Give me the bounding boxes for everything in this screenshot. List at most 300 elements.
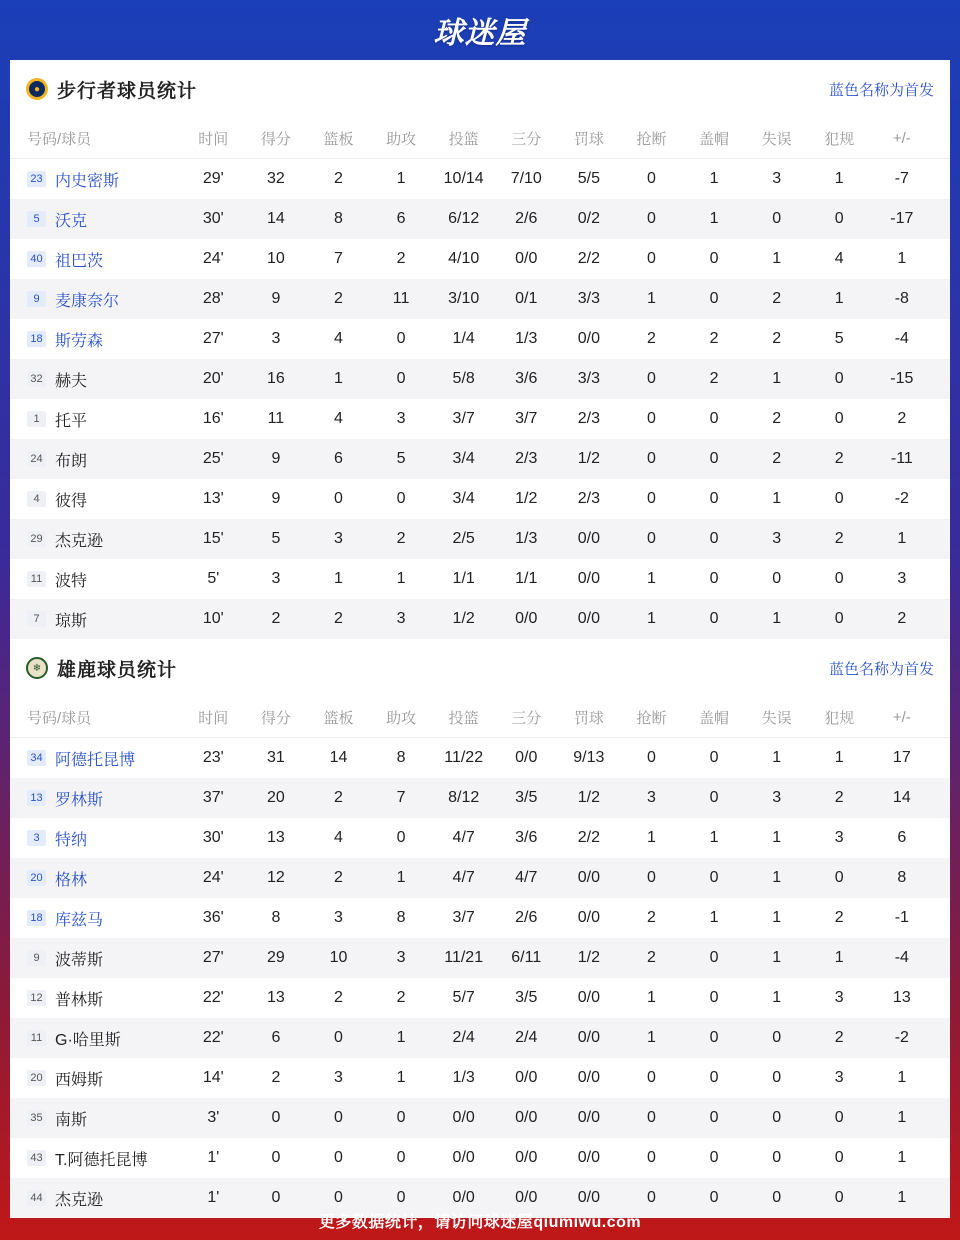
stat-cell: 0 [396, 330, 406, 347]
jersey-number-badge: 5 [27, 211, 46, 227]
stat-cell: 20' [202, 370, 224, 387]
stat-cell: 8 [334, 210, 343, 227]
stat-cell: 0 [334, 1189, 343, 1206]
stat-cell: 4/10 [448, 250, 480, 267]
stat-cell: 2 [772, 450, 782, 467]
stat-cell: 1 [772, 250, 782, 267]
stat-cell: 14' [202, 1069, 224, 1086]
player-row [10, 1098, 950, 1138]
jersey-number-badge: 1 [27, 411, 46, 427]
stat-cell: 0 [647, 1189, 656, 1206]
jersey-number-badge: 11 [27, 571, 46, 587]
stat-cell: 2 [834, 1029, 844, 1046]
player-name: 波蒂斯 [55, 951, 104, 969]
player-name[interactable]: 格林 [55, 871, 88, 889]
stat-cell: 0 [772, 210, 782, 227]
stat-cell: 0 [647, 1149, 656, 1166]
team-heading [26, 76, 197, 103]
player-row [10, 439, 950, 479]
player-name[interactable]: 库兹马 [55, 911, 104, 929]
stat-cell: 0 [334, 1149, 343, 1166]
player-row [10, 938, 950, 978]
player-name: 彼得 [55, 492, 88, 510]
stat-cell: 2/6 [515, 210, 538, 227]
stat-cell: 13 [892, 989, 911, 1006]
stat-cell: 13 [266, 989, 285, 1006]
player-name[interactable]: 罗林斯 [55, 791, 104, 809]
stat-cell: 14 [329, 749, 348, 766]
stat-cell: 16 [266, 370, 285, 387]
column-header: 犯规 [824, 709, 855, 727]
stat-cell: 0/0 [452, 1149, 475, 1166]
stats-card [10, 60, 950, 1209]
stat-cell: 3 [334, 909, 343, 926]
stat-cell: 0 [396, 1109, 406, 1126]
player-cell [10, 448, 182, 471]
stat-cell: 1 [897, 1189, 907, 1206]
stat-cell: 1 [647, 290, 656, 307]
player-name: 西姆斯 [55, 1071, 104, 1089]
jersey-number-badge: 11 [27, 1030, 46, 1046]
stat-cell: 1 [709, 170, 719, 187]
stat-cell: 2 [709, 370, 719, 387]
stat-cell: 1' [207, 1189, 220, 1206]
stat-cell: 0/0 [515, 250, 538, 267]
stat-cell: 13 [266, 829, 285, 846]
stat-cell: 6/12 [448, 210, 480, 227]
stat-cell: 3/4 [452, 450, 475, 467]
column-header: 篮板 [323, 709, 354, 727]
stat-cell: 13' [202, 490, 224, 507]
stat-cell: 2 [709, 330, 719, 347]
player-cell [10, 907, 182, 930]
stat-cell: 6 [271, 1029, 281, 1046]
player-name: 杰克逊 [55, 1191, 104, 1209]
stat-cell: 3 [334, 1069, 343, 1086]
stat-cell: 8 [271, 909, 281, 926]
column-header: 助攻 [386, 709, 417, 727]
stat-cell: 27' [202, 949, 224, 966]
player-name[interactable]: 特纳 [55, 831, 88, 849]
stat-cell: 2 [772, 410, 782, 427]
team-heading [26, 655, 177, 682]
jersey-number-badge: 24 [27, 451, 46, 467]
stat-cell: 2 [334, 789, 343, 806]
stat-cell: 1 [897, 1109, 907, 1126]
stat-cell: 1 [897, 1149, 907, 1166]
stat-cell: 1 [334, 570, 343, 587]
stat-cell: 0 [709, 949, 719, 966]
column-header: 时间 [198, 130, 229, 148]
stat-cell: -8 [894, 290, 909, 307]
stat-cell: 0 [709, 1069, 719, 1086]
stat-cell: 1 [772, 749, 782, 766]
player-cell [10, 827, 182, 850]
column-header: 得分 [260, 709, 291, 727]
stat-cell: 37' [202, 789, 224, 806]
stat-cell: 0 [772, 570, 782, 587]
stat-cell: 1/2 [452, 610, 475, 627]
stat-cell: 0 [334, 1109, 343, 1126]
stat-cell: 0 [709, 1149, 719, 1166]
jersey-number-badge: 18 [27, 910, 46, 926]
stat-cell: 2 [772, 290, 782, 307]
stat-cell: -1 [894, 909, 909, 926]
stat-cell: 1 [647, 570, 656, 587]
stat-cell: 1/4 [452, 330, 475, 347]
stat-cell: 1/1 [515, 570, 538, 587]
jersey-number-badge: 44 [27, 1190, 46, 1206]
stat-cell: 9 [271, 450, 281, 467]
table-header-row [10, 118, 950, 159]
stat-cell: 3 [271, 330, 281, 347]
stat-cell: 0 [834, 490, 844, 507]
stat-cell: 0 [709, 989, 719, 1006]
stat-cell: 1 [772, 370, 782, 387]
column-header: 三分 [511, 130, 542, 148]
stat-cell: 0/0 [515, 1149, 538, 1166]
stat-cell: 0 [709, 410, 719, 427]
player-name: 赫夫 [55, 372, 88, 390]
stat-cell: 0/0 [577, 1069, 600, 1086]
player-row [10, 738, 950, 778]
player-name[interactable]: 斯劳森 [55, 332, 104, 350]
stat-cell: 0 [709, 1029, 719, 1046]
stat-cell: 3 [396, 949, 406, 966]
stat-cell: 4 [334, 410, 343, 427]
stat-cell: 1 [647, 610, 656, 627]
jersey-number-badge: 20 [27, 1070, 46, 1086]
stat-cell: 3 [772, 789, 782, 806]
stat-cell: 1' [207, 1149, 220, 1166]
stat-cell: 0 [647, 250, 656, 267]
player-row [10, 858, 950, 898]
stat-cell: 1 [772, 909, 782, 926]
jersey-number-badge: 29 [27, 531, 46, 547]
stat-cell: 0/0 [577, 1149, 600, 1166]
player-row [10, 1058, 950, 1098]
stat-cell: 2/4 [515, 1029, 538, 1046]
column-header: 抢断 [636, 130, 667, 148]
stat-cell: 3 [834, 829, 844, 846]
stat-cell: 0 [647, 370, 656, 387]
stat-cell: 11 [392, 290, 410, 307]
column-header: 篮板 [323, 130, 354, 148]
starter-legend-note: 蓝色名称为首发 [828, 81, 934, 99]
stat-cell: 7/10 [510, 170, 542, 187]
jersey-number-badge: 23 [27, 171, 46, 187]
player-row [10, 978, 950, 1018]
stat-cell: 1/3 [452, 1069, 475, 1086]
stat-cell: 2 [271, 1069, 281, 1086]
stat-cell: 2 [834, 789, 844, 806]
stat-cell: 29 [266, 949, 285, 966]
stat-cell: 0/0 [515, 1069, 538, 1086]
stat-cell: 2/5 [452, 530, 475, 547]
stat-cell: 14 [266, 210, 285, 227]
stat-cell: 3/7 [452, 410, 475, 427]
stat-cell: 0/0 [577, 530, 600, 547]
stat-cell: 1 [396, 1069, 406, 1086]
stat-cell: 0 [834, 1189, 844, 1206]
stat-cell: 2 [334, 869, 343, 886]
stat-cell: 10 [266, 250, 285, 267]
stat-cell: 0/0 [515, 749, 538, 766]
player-row [10, 319, 950, 359]
stat-cell: 0 [647, 1069, 656, 1086]
column-header: 罚球 [573, 709, 604, 727]
team-section [10, 60, 950, 639]
stat-cell: 0/0 [577, 1109, 600, 1126]
stat-cell: 22' [202, 1029, 224, 1046]
stat-cell: 8 [897, 869, 907, 886]
column-header: 号码/球员 [27, 709, 92, 727]
player-cell [10, 608, 182, 631]
player-name: 琼斯 [55, 612, 88, 630]
stat-cell: 14 [892, 789, 911, 806]
stat-cell: 0 [709, 789, 719, 806]
jersey-number-badge: 34 [27, 750, 46, 766]
stat-cell: 0 [709, 1189, 719, 1206]
stat-cell: 4/7 [515, 869, 538, 886]
stat-cell: 0/0 [452, 1109, 475, 1126]
stat-cell: 5 [834, 330, 844, 347]
player-name[interactable]: 沃克 [55, 212, 88, 230]
jersey-number-badge: 35 [27, 1110, 46, 1126]
stat-cell: 1/2 [577, 949, 600, 966]
player-row [10, 359, 950, 399]
stat-cell: 2/3 [515, 450, 538, 467]
stat-cell: 7 [334, 250, 343, 267]
stat-cell: 36' [202, 909, 224, 926]
stat-cell: 1 [772, 829, 782, 846]
pacers-logo-icon: ● [26, 78, 48, 100]
stat-cell: 2 [271, 610, 281, 627]
stat-cell: 3/5 [515, 789, 538, 806]
player-cell [10, 568, 182, 591]
stat-cell: 0 [709, 610, 719, 627]
stat-cell: 0 [772, 1029, 782, 1046]
player-row [10, 818, 950, 858]
stat-cell: 1 [709, 210, 719, 227]
player-cell [10, 987, 182, 1010]
stat-cell: 0 [709, 530, 719, 547]
player-cell [10, 1147, 182, 1170]
stat-cell: 1 [772, 949, 782, 966]
stat-cell: 5' [207, 570, 220, 587]
player-name: G·哈里斯 [55, 1031, 121, 1049]
stat-cell: 2 [897, 410, 907, 427]
player-name[interactable]: 阿德托昆博 [55, 751, 136, 769]
stat-cell: 0 [396, 1149, 406, 1166]
jersey-number-badge: 20 [27, 870, 46, 886]
stat-cell: 10/14 [443, 170, 484, 187]
jersey-number-badge: 43 [27, 1150, 46, 1166]
player-cell [10, 947, 182, 970]
stat-cell: 6 [396, 210, 406, 227]
table-header-row [10, 697, 950, 738]
stat-cell: 0/0 [577, 869, 600, 886]
jersey-number-badge: 3 [27, 830, 46, 846]
stat-cell: 4 [834, 250, 844, 267]
stat-cell: 0 [709, 749, 719, 766]
player-name: T.阿德托昆博 [55, 1151, 148, 1169]
player-name[interactable]: 麦康奈尔 [55, 292, 120, 310]
stat-cell: 0 [772, 1189, 782, 1206]
stat-cell: 1 [897, 530, 907, 547]
stat-cell: 0/0 [577, 330, 600, 347]
stat-cell: 1 [834, 949, 844, 966]
stat-cell: 1 [334, 370, 343, 387]
stat-cell: 2 [772, 330, 782, 347]
stat-cell: 0 [647, 210, 656, 227]
stat-cell: 1/3 [515, 530, 538, 547]
player-row [10, 778, 950, 818]
stat-cell: 1/2 [577, 450, 600, 467]
stat-cell: 20 [266, 789, 285, 806]
stat-cell: 1 [772, 490, 782, 507]
stat-cell: 1 [647, 829, 656, 846]
stat-cell: 29' [202, 170, 224, 187]
stat-cell: 1 [897, 250, 907, 267]
stat-cell: 5/8 [452, 370, 475, 387]
stat-cell: 0/0 [515, 1189, 538, 1206]
stat-cell: 12 [266, 869, 285, 886]
stat-cell: 2 [396, 250, 406, 267]
stat-cell: 0/0 [577, 570, 600, 587]
footer-banner[interactable]: 更多数据统计，请访问球迷屋qiumiwu.com [318, 1213, 642, 1231]
stat-cell: 8/12 [448, 789, 480, 806]
column-header: 犯规 [824, 130, 855, 148]
stat-cell: 1/2 [577, 789, 600, 806]
stat-cell: 1 [396, 570, 406, 587]
team-section-header [10, 639, 950, 697]
stat-cell: 32 [266, 170, 285, 187]
player-name: 托平 [55, 412, 88, 430]
team-section-header [10, 60, 950, 118]
stat-cell: 3/10 [448, 290, 480, 307]
stat-cell: 3/6 [515, 370, 538, 387]
stat-cell: 6/11 [511, 949, 542, 966]
stat-cell: 1 [772, 989, 782, 1006]
stat-cell: 0 [772, 1069, 782, 1086]
stat-cell: 25' [202, 450, 224, 467]
stat-cell: 0 [834, 210, 844, 227]
stat-cell: 30' [202, 829, 224, 846]
column-header: 投篮 [448, 709, 479, 727]
stat-cell: 0/0 [515, 610, 538, 627]
stat-cell: 0 [834, 869, 844, 886]
stat-cell: 1 [396, 869, 406, 886]
stat-cell: 3/5 [515, 989, 538, 1006]
stat-cell: 5 [396, 450, 406, 467]
player-name[interactable]: 内史密斯 [55, 172, 120, 190]
stat-cell: 0 [396, 1189, 406, 1206]
stat-cell: 28' [202, 290, 224, 307]
stat-cell: 1 [396, 1029, 406, 1046]
stat-cell: 2 [834, 909, 844, 926]
stat-cell: 5/7 [452, 989, 475, 1006]
stat-cell: 10' [202, 610, 224, 627]
column-header: 失误 [761, 709, 792, 727]
stat-cell: 0/0 [515, 1109, 538, 1126]
stat-cell: 2/4 [452, 1029, 475, 1046]
column-header: 罚球 [573, 130, 604, 148]
stat-cell: 4/7 [452, 869, 475, 886]
stat-cell: 0 [271, 1189, 281, 1206]
starter-legend-note: 蓝色名称为首发 [828, 660, 934, 678]
stat-cell: 2/2 [577, 250, 600, 267]
stat-cell: 2/2 [577, 829, 600, 846]
player-cell [10, 1067, 182, 1090]
stat-cell: 0 [647, 869, 656, 886]
stat-cell: 3 [271, 570, 281, 587]
column-header: 盖帽 [699, 709, 730, 727]
stat-cell: 1 [834, 170, 844, 187]
player-cell [10, 208, 182, 231]
stat-cell: 0 [271, 1109, 281, 1126]
stat-cell: -4 [894, 330, 909, 347]
player-cell [10, 867, 182, 890]
stat-cell: -17 [890, 210, 914, 227]
player-name: 普林斯 [55, 991, 104, 1009]
column-header: 助攻 [386, 130, 417, 148]
stat-cell: 0 [396, 370, 406, 387]
stat-cell: 2 [647, 330, 656, 347]
stat-cell: 0 [396, 829, 406, 846]
stat-cell: 3 [897, 570, 907, 587]
player-row [10, 559, 950, 599]
stat-cell: 22' [202, 989, 224, 1006]
stat-cell: -7 [894, 170, 909, 187]
stat-cell: 16' [202, 410, 224, 427]
stat-cell: 1 [647, 1029, 656, 1046]
stat-cell: 3 [772, 170, 782, 187]
stat-cell: 15' [202, 530, 224, 547]
stat-cell: 2 [334, 610, 343, 627]
stat-cell: 0 [647, 530, 656, 547]
stat-cell: 0 [709, 490, 719, 507]
stat-cell: 3 [834, 1069, 844, 1086]
stat-cell: 0 [772, 1149, 782, 1166]
jersey-number-badge: 12 [27, 990, 46, 1006]
stat-cell: 24' [202, 250, 224, 267]
player-name[interactable]: 祖巴茨 [55, 252, 104, 270]
team-title: 步行者球员统计 [57, 80, 198, 102]
stat-cell: -15 [890, 370, 914, 387]
stat-cell: 2 [334, 989, 343, 1006]
stat-cell: 1 [772, 610, 782, 627]
stat-cell: 0 [647, 749, 656, 766]
stat-cell: 27' [202, 330, 224, 347]
stat-cell: 3' [207, 1109, 220, 1126]
player-cell [10, 528, 182, 551]
stat-cell: 5 [271, 530, 281, 547]
stat-cell: 3/7 [515, 410, 538, 427]
stat-cell: 2 [334, 170, 343, 187]
player-cell [10, 368, 182, 391]
stat-cell: 1 [772, 869, 782, 886]
player-cell [10, 288, 182, 311]
player-cell [10, 328, 182, 351]
stat-cell: 2 [834, 530, 844, 547]
column-header: 失误 [761, 130, 792, 148]
player-name: 南斯 [55, 1111, 88, 1129]
stat-cell: 24' [202, 869, 224, 886]
column-header: +/- [892, 129, 911, 147]
stat-cell: 31 [266, 749, 285, 766]
jersey-number-badge: 18 [27, 331, 46, 347]
